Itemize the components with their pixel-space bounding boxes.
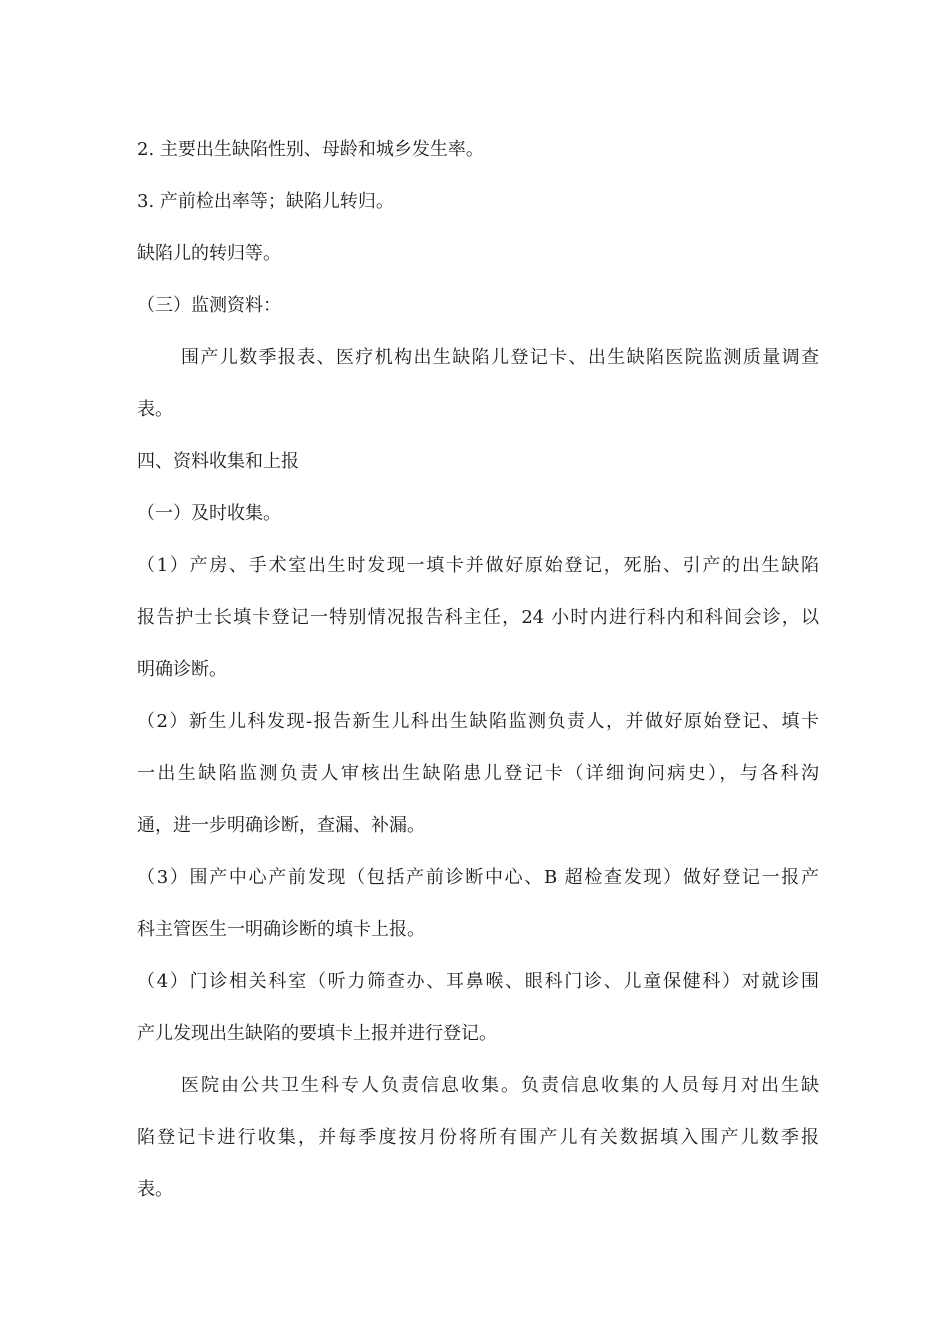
text-line: 医院由公共卫生科专人负责信息收集。负责信息收集的人员每月对出生缺 bbox=[181, 1075, 819, 1096]
section-heading: 四、资料收集和上报 bbox=[137, 451, 299, 472]
text-line: 缺陷儿的转归等。 bbox=[137, 243, 281, 264]
text-line: （1）产房、手术室出生时发现一填卡并做好原始登记，死胎、引产的出生缺陷 bbox=[137, 555, 819, 576]
text-line: 3. 产前检出率等；缺陷儿转归。 bbox=[137, 191, 394, 212]
section-heading: （三）监测资料： bbox=[137, 295, 281, 316]
text-line: 表。 bbox=[137, 1179, 173, 1200]
text-line: 报告护士长填卡登记一特别情况报告科主任，24 小时内进行科内和科间会诊，以 bbox=[137, 607, 819, 628]
text-line: （3）围产中心产前发现（包括产前诊断中心、B 超检查发现）做好登记一报产 bbox=[137, 867, 819, 888]
document-body bbox=[137, 124, 819, 1216]
text-line: 表。 bbox=[137, 399, 173, 420]
text-line: 一出生缺陷监测负责人审核出生缺陷患儿登记卡（详细询问病史），与各科沟 bbox=[137, 763, 819, 784]
text-line: （2）新生儿科发现-报告新生儿科出生缺陷监测负责人，并做好原始登记、填卡 bbox=[137, 711, 819, 732]
text-line: 科主管医生一明确诊断的填卡上报。 bbox=[137, 919, 425, 940]
text-line: 陷登记卡进行收集，并每季度按月份将所有围产儿有关数据填入围产儿数季报 bbox=[137, 1127, 819, 1148]
text-line: 产儿发现出生缺陷的要填卡上报并进行登记。 bbox=[137, 1023, 497, 1044]
text-line: （4）门诊相关科室（听力筛查办、耳鼻喉、眼科门诊、儿童保健科）对就诊围 bbox=[137, 971, 819, 992]
section-heading: （一）及时收集。 bbox=[137, 503, 281, 524]
text-line: 明确诊断。 bbox=[137, 659, 227, 680]
text-line: 围产儿数季报表、医疗机构出生缺陷儿登记卡、出生缺陷医院监测质量调查 bbox=[181, 347, 819, 368]
text-line: 2. 主要出生缺陷性别、母龄和城乡发生率。 bbox=[137, 139, 484, 160]
text-line: 通，进一步明确诊断，查漏、补漏。 bbox=[137, 815, 425, 836]
